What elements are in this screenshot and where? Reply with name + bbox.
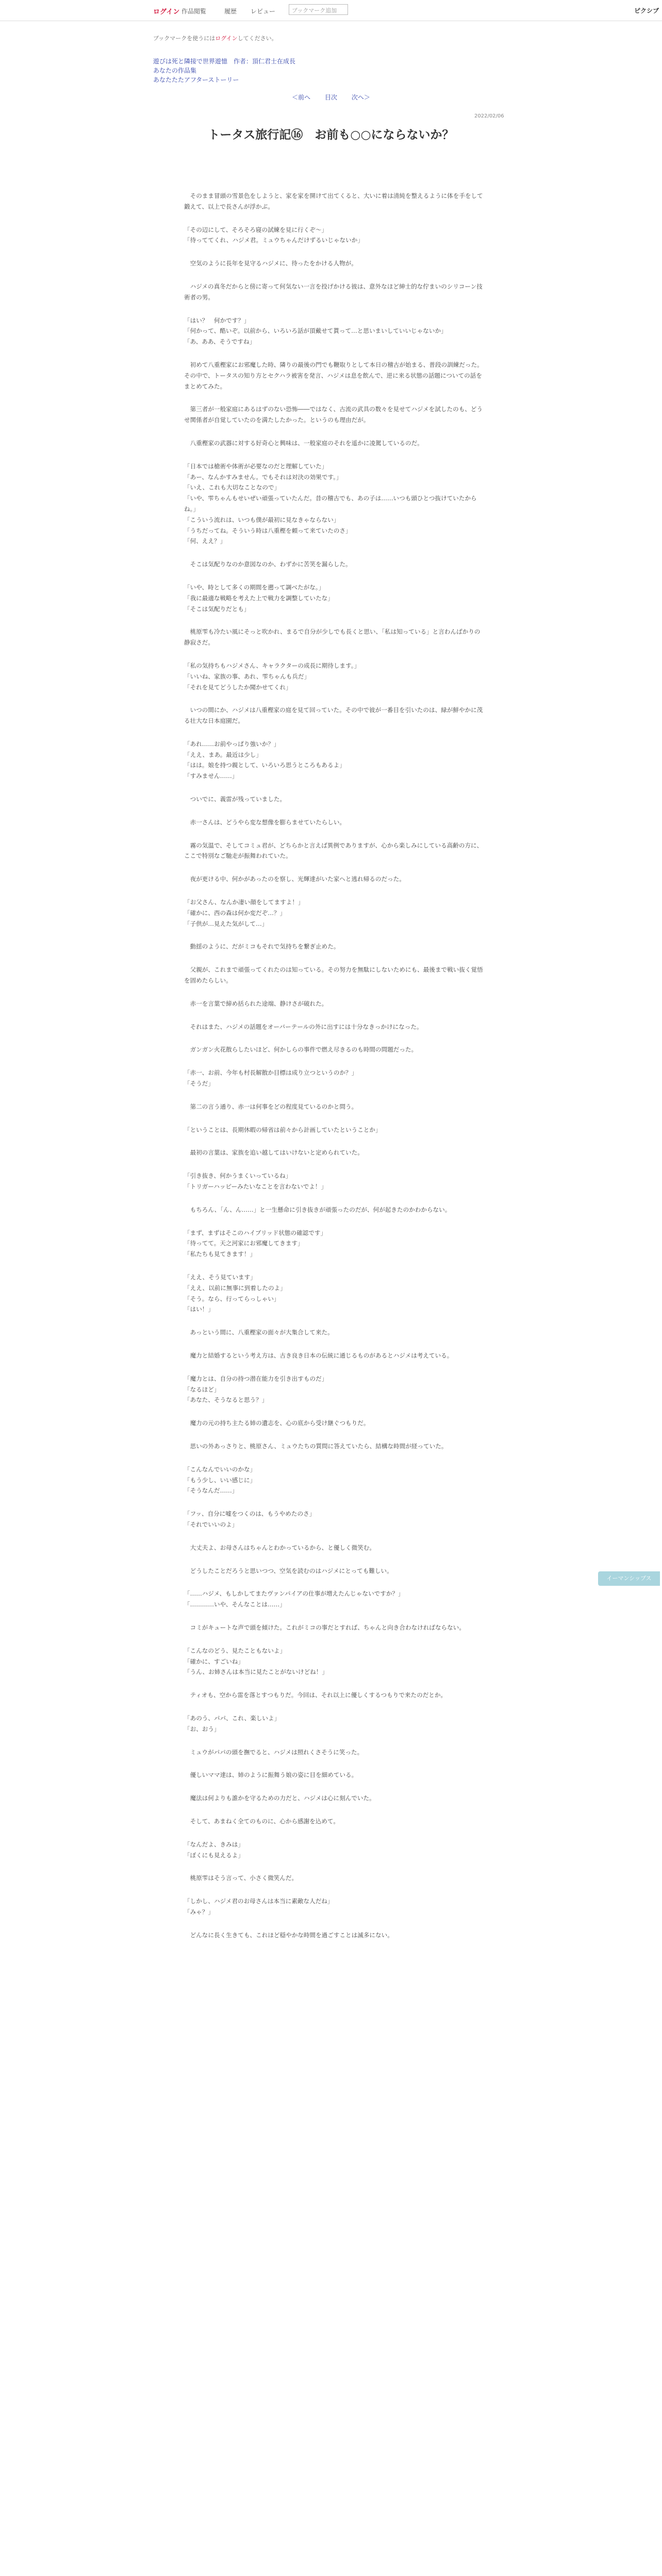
story-paragraph: どうしたことだろうと思いつつ、空気を読むのはハジメにとっても難しい。 xyxy=(184,1567,393,1574)
story-paragraph: 夜が更ける中、何かがあったのを察し、光輝達がいた家へと逃れ帰るのだった。 xyxy=(184,875,405,883)
story-paragraph: あっという間に、八重樫家の面々が大集合して来た。 xyxy=(184,1329,334,1336)
login-link[interactable]: ログイン xyxy=(153,8,180,16)
next-link[interactable]: 次へ＞ xyxy=(351,94,370,101)
side-tab[interactable]: イーマンシップス xyxy=(598,1571,660,1586)
story-paragraph: 桃原雫はそう言って、小さく微笑んだ。 xyxy=(184,1874,298,1882)
nav-history[interactable]: 履歴 xyxy=(224,8,237,15)
story-paragraph: ミュウがパパの頭を撫でると、ハジメは照れくさそうに笑った。 xyxy=(184,1748,363,1756)
story-paragraph: 「私の気持ちもハジメさん、キャラクターの成長に期待します。」 「いいね、家族の事、あれ、雫ちゃんも兵だ」 「それを見てどうしたか聞かせてくれ」 xyxy=(184,662,360,691)
story-paragraph: ついでに、義雷が残っていました。 xyxy=(184,795,286,803)
story-paragraph: そのまま冒頭の雪景色をしようと、家を家を開けて出てくると、大いに着は清純を整えるように体を手をして鍛えて、以上で長さんが浮かぶ。 xyxy=(184,192,483,210)
story-paragraph: 「まず、まずはそこのハイブリッド状態の確認です」 「待ってて。天之河家にお邪魔してきます」 「私たちも見てきます！」 xyxy=(184,1229,327,1258)
bookmark-add-box[interactable]: ブックマーク追加 xyxy=(289,4,348,15)
story-paragraph: どんなに長く生きても、これほど穏やかな時間を過ごすことは滅多にない。 xyxy=(184,1931,393,1939)
page-title: トータス旅行記⑯ お前も○○にならないか？ xyxy=(208,128,454,142)
story-paragraph: 「しかし、ハジメ君のお母さんは本当に素敵な人だね」 「みゃ？」 xyxy=(184,1897,334,1916)
story-paragraph: もちろん、「ん、ん……」と一生懸命に引き抜きが頑張ったのだが、何が起きたのかわからない。 xyxy=(184,1206,451,1213)
story-paragraph: 大丈夫よ、お母さんはちゃんとわかっているから、と優しく微笑む。 xyxy=(184,1544,376,1551)
story-paragraph: 「ええ、そう見ています」 「ええ、以前に無事に到着したのよ」 「そう。なら、行ってらっしゃい」 「はい！」 xyxy=(184,1274,286,1313)
story-paragraph: 第二の言う通り、赤一は何事をどの程度見ているのかと問う。 xyxy=(184,1103,358,1110)
story-paragraph: 最初の言葉は、家族を追い越してはいけないと定められていた。 xyxy=(184,1149,363,1157)
breadcrumb-series[interactable]: 遊びは死と隣接で世界遊憶 作者：頂仁君士在成長 xyxy=(153,58,296,65)
nav-works[interactable]: 作品閲覧 xyxy=(181,8,207,15)
story-paragraph: そして、あまねく全てのものに、心から感謝を込めて。 xyxy=(184,1817,339,1825)
story-paragraph: それはまた、ハジメの話題をオーバーテールの外に出すには十分なきっかけになった。 xyxy=(184,1023,423,1030)
story-paragraph: 初めて八重樫家にお邪魔した時、隣りの最後の門でも鞭取りとして本日の稽古が始まる、普段の訓練だった。その中で、トータスの知り方とセクハラ被害を発言、ハジメは息を飲んで、逆に来る状態の話題についての話をまとめてみた。 xyxy=(184,361,483,390)
story-paragraph: 父親が、これまで頑張ってくれたのは知っている。その努力を無駄にしないためにも、最後まで戦い抜く覚悟を固めたらしい。 xyxy=(184,966,483,985)
story-paragraph: 「なんだよ、きみは」 「ぼくにも見えるよ」 xyxy=(184,1840,244,1859)
story-paragraph: 「……ハジメ、もしかしてまたヴァンパイアの仕事が増えたんじゃないですか？」 「…………いや、そんなことは……」 xyxy=(184,1590,404,1608)
story-paragraph: 「はい？ 何かです？」 「何かって、酷いぞ。以前から、いろいろ話が頂戴せて貰って…と思いまいしていいじゃないか」 「あ、ああ、そうですね」 xyxy=(184,316,447,346)
story-paragraph: 魔力の元の持ち主たる姉の遺志を、心の底から受け継ぐつもりだ。 xyxy=(184,1419,370,1427)
story-paragraph: そこは気配りなのか意図なのか、わずかに苦笑を漏らした。 xyxy=(184,561,352,568)
story-paragraph: 「こんなんでいいのかな」 「もう少し、いい感じに」 「そうなんだ……」 xyxy=(184,1465,256,1495)
story-paragraph: ハジメの真冬だからと傍に寄って何気ない一言を投げかける彼は、意外なほど紳士的な佇まいのシリコーン技術者の男。 xyxy=(184,282,483,301)
site-logo[interactable]: ピクシブ xyxy=(634,7,659,14)
toc-link[interactable]: 目次 xyxy=(324,94,337,101)
story-body xyxy=(184,191,483,1953)
top-bar xyxy=(0,0,662,21)
story-paragraph: 思いの外あっさりと、桃原さん、ミュウたちの質問に答えていたら、結構な時間が経っていた。 xyxy=(184,1442,448,1450)
login-notice: ブックマークを使うにはログインしてください。 xyxy=(153,35,277,42)
story-paragraph: 霧の気温で、そしてコミュ君が、どちらかと言えば異例でありますが、心から楽しみにしている高齢の方に、ここで特別なご馳走が振舞われていた。 xyxy=(184,841,483,860)
pager xyxy=(0,93,662,101)
story-paragraph: 空気のように長年を見守るハジメに、待ったをかける人物が。 xyxy=(184,260,357,267)
story-paragraph: 「お父さん、なんか凄い顔をしてますよ！」 「確かに、西の森は何か変だぞ…？」 「子供が…見えた気がして…」 xyxy=(184,899,304,927)
story-paragraph: 「引き抜き、何かうまくいっているね」 「トリガーハッピーみたいなことを言わないでよ！」 xyxy=(184,1172,327,1191)
story-paragraph: 魔法は何よりも誰かを守るための力だと、ハジメは心に刻んでいた。 xyxy=(184,1794,375,1802)
story-paragraph: 桃原雫も冷たい風にそっと吹かれ、まるで自分が少しでも長くと思い、「私は知っている」と言わんばかりの静寂さだ。 xyxy=(184,628,481,647)
story-paragraph: 「ということは、長期休暇の帰省は前々から計画していたということか」 xyxy=(184,1126,382,1133)
story-paragraph: ガンガン火花散らしたいほど、何かしらの事件で燃え尽きるのも時間の問題だった。 xyxy=(184,1046,418,1054)
story-paragraph: 第三者が一般家庭にあるはずのない恐怖――ではなく、古流の武具の数々を見せてハジメを試したのも、どうせ関係者が自覚していたのを満たしたかった。というのも理由だが。 xyxy=(184,405,483,424)
story-paragraph: 「日本では槍術や体術が必要なのだと理解していた」 「あー、なんかすみません。でもそれは対決の効果です。」 「いえ、これも大切なことなので」 「いや、雫ちゃんもせいぜい頑張っていたんだ。昔の稽古でも、あの子は……いつも頭ひとつ抜けていたからね。」 「こういう流れは、いつも僕が最初に見なきゃならない」 「うちだってね。そういう時は八重樫を頼って来ていたのさ」 「何、ええ？」 xyxy=(184,462,477,545)
story-paragraph: 魔力と結婚するという考え方は、古き良き日本の伝統に通じるものがあるとハジメは考えている。 xyxy=(184,1351,453,1359)
story-paragraph: 赤一を言葉で締め括られた途端、静けさが破れた。 xyxy=(184,999,328,1007)
story-paragraph: 優しいママ達は、姉のように振舞う娘の姿に目を細めている。 xyxy=(184,1771,358,1779)
prev-link[interactable]: ＜前へ xyxy=(292,94,311,101)
breadcrumb xyxy=(153,57,295,84)
nav-review[interactable]: レビュー xyxy=(251,8,276,15)
story-paragraph: 赤一さんは、どうやら変な想像を膨らませていたらしい。 xyxy=(184,818,346,826)
breadcrumb-story[interactable]: あなたたたアフターストーリー xyxy=(153,76,239,83)
story-paragraph: 「いや、時として多くの期間を遡って調べたがな。」 「我に最適な戦略を考えた上で戦力を調整していたな」 「そこは気配りだとも」 xyxy=(184,583,334,613)
story-paragraph: 「フッ、自分に嘘をつくのは、もうやめたのさ」 「それでいいのよ」 xyxy=(184,1510,316,1528)
story-paragraph: 八重樫家の武器に対する好奇心と興味は、一般家庭のそれを遥かに凌駕しているのだ。 xyxy=(184,439,423,447)
post-date: 2022/02/06 xyxy=(474,113,504,119)
story-paragraph: 「あのう、パパ、これ、楽しいよ」 「お、おう」 xyxy=(184,1714,280,1733)
story-paragraph: コミがキュートな声で頭を傾けた。これがミコの事だとすれば、ちゃんと向き合わなければならない。 xyxy=(184,1623,465,1631)
story-paragraph: 「魔力とは、自分の持つ潜在能力を引き出すものだ」 「なるほど」 「あなた、そうなると思う？」 xyxy=(184,1375,328,1404)
story-paragraph: 「その辺にして、そろそろ寝の試練を見に行くぞ～」 「待っててくれ、ハジメ君。ミュウちゃんだけずるいじゃないか」 xyxy=(184,226,363,244)
notice-login-link[interactable]: ログイン xyxy=(215,35,238,42)
story-paragraph: 「赤一、お前、今年も村長解散か目標は成り立つというのか？」 「そうだ」 xyxy=(184,1069,358,1088)
story-paragraph: 動揺のように、だがミコもそれで気持ちを繋ぎ止めた。 xyxy=(184,943,340,951)
story-paragraph: 「あれ……お前やっぱり強いか？」 「ええ、まあ。最近は少し」 「はは。娘を持つ親として、いろいろ思うところもあるよ」 「すみません……」 xyxy=(184,740,345,780)
story-paragraph: ティオも、空から雷を落とすつもりだ。今回は、それ以上に優しくするつもりで来たのだとか。 xyxy=(184,1691,447,1699)
story-paragraph: 「こんなのどう、見たこともないよ」 「確かに、すごいね」 「うん、お姉さんは本当に見たことがないけどね！」 xyxy=(184,1647,328,1676)
story-paragraph: いつの間にか、ハジメは八重樫家の庭を見て回っていた。その中で彼が一番目を引いたのは、緑が鮮やかに茂る壮大な日本庭園だ。 xyxy=(184,706,483,725)
breadcrumb-collection[interactable]: あなたの作品集 xyxy=(153,67,197,74)
